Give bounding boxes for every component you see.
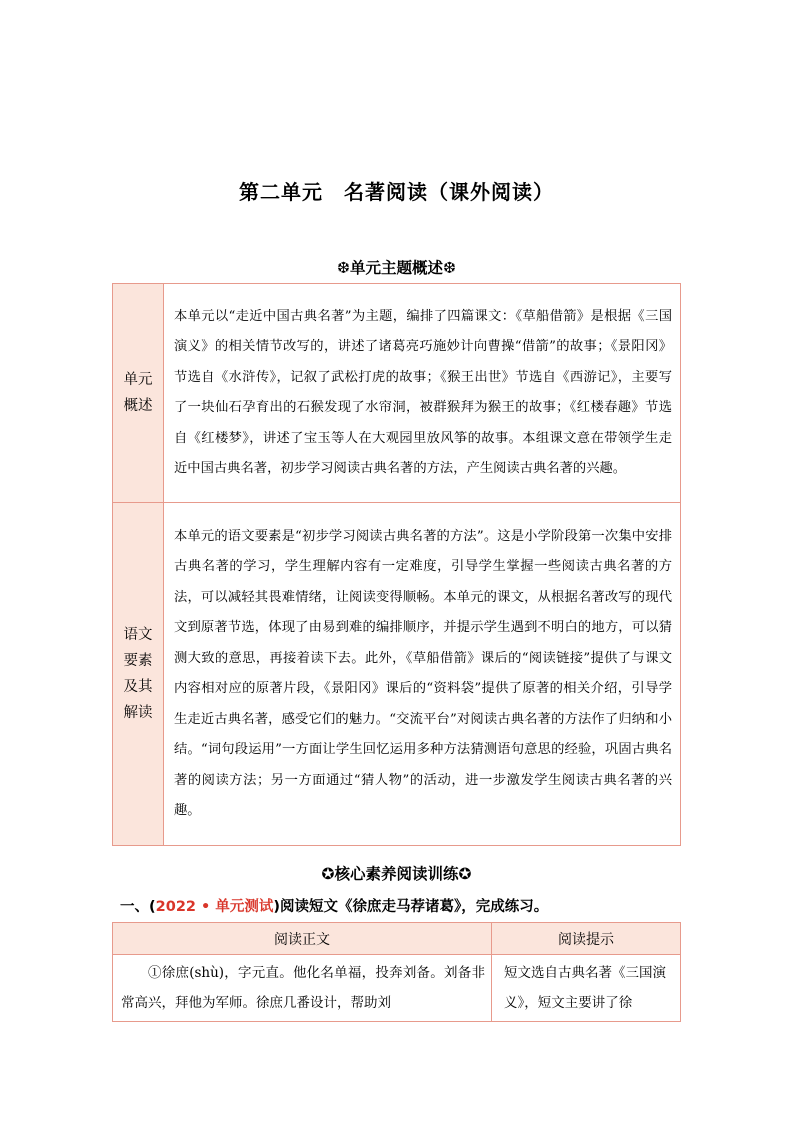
reading-table	[112, 922, 681, 1022]
training-heading: ✪核心素养阅读训练✪	[321, 865, 472, 883]
overview-row	[113, 503, 681, 846]
row-content	[164, 503, 681, 846]
row-label-text: 语文 要素 及其 解读	[123, 627, 153, 721]
row-content	[164, 284, 681, 503]
overview-heading: ❆单元主题概述❆	[337, 259, 456, 277]
row-content-text: 本单元以“走近中国古典名著”为主题，编排了四篇课文：《草船借箭》是根据《三国演义》的相关情节改写的，讲述了诸葛亮巧施妙计向曹操“借箭”的故事；《景阳冈》节选自《水浒传》，记叙了武松打虎的故事；《猴王出世》节选自《西游记》，主要写了一块仙石孕育出的石猴发现了水帘洞，被群猴拜为猴王的故事；《红楼春趣》节选自《红楼梦》，讲述了宝玉等人在大观园里放风筝的故事。本组课文意在带领学生走近中国古典名著，初步学习阅读古典名著的方法，产生阅读古典名著的兴趣。	[174, 308, 672, 476]
header-reading-tips: 阅读提示	[492, 923, 681, 955]
question-prefix: 一、(	[120, 899, 156, 915]
row-label	[113, 284, 164, 503]
overview-row	[113, 284, 681, 503]
page-title: 第二单元 名著阅读（课外阅读）	[239, 180, 554, 204]
question-source: 2022 • 单元测试	[155, 899, 274, 915]
reading-row	[113, 955, 681, 1022]
question-line	[120, 895, 548, 916]
overview-table	[112, 283, 681, 846]
row-label	[113, 503, 164, 846]
question-text: )阅读短文《徐庶走马荐诸葛》，完成练习。	[273, 899, 549, 915]
row-content-text: 本单元的语文要素是“初步学习阅读古典名著的方法”。这是小学阶段第一次集中安排古典名著的学习，学生理解内容有一定难度，引导学生掌握一些阅读古典名著的方法，可以减轻其畏难情绪，让阅读变得顺畅。本单元的课文，从根据名著改写的现代文到原著节选，体现了由易到难的编排顺序，并提示学生遇到不明白的地方，可以猜测大致的意思，再接着读下去。此外，《草船借箭》课后的“阅读链接”提供了与课文内容相对应的原著片段，《景阳冈》课后的“资料袋”提供了原著的相关介绍，引导学生走近古典名著，感受它们的魅力。“交流平台”对阅读古典名著的方法作了归纳和小结。“词句段运用”一方面让学生回忆运用多种方法猜测语句意思的经验，巩固古典名著的阅读方法；另一方面通过“猜人物”的活动，进一步激发学生阅读古典名著的兴趣。	[174, 528, 672, 818]
header-reading-text: 阅读正文	[113, 923, 492, 955]
reading-tip-text: 短文选自古典名著《三国演义》，短文主要讲了徐	[492, 955, 681, 1022]
reading-header-row	[113, 923, 681, 955]
reading-body-text: ①徐庶(shù)，字元直。他化名单福，投奔刘备。刘备非常高兴，拜他为军师。徐庶几番设计，帮助刘	[113, 955, 492, 1022]
row-label-text: 单元 概述	[123, 372, 153, 414]
